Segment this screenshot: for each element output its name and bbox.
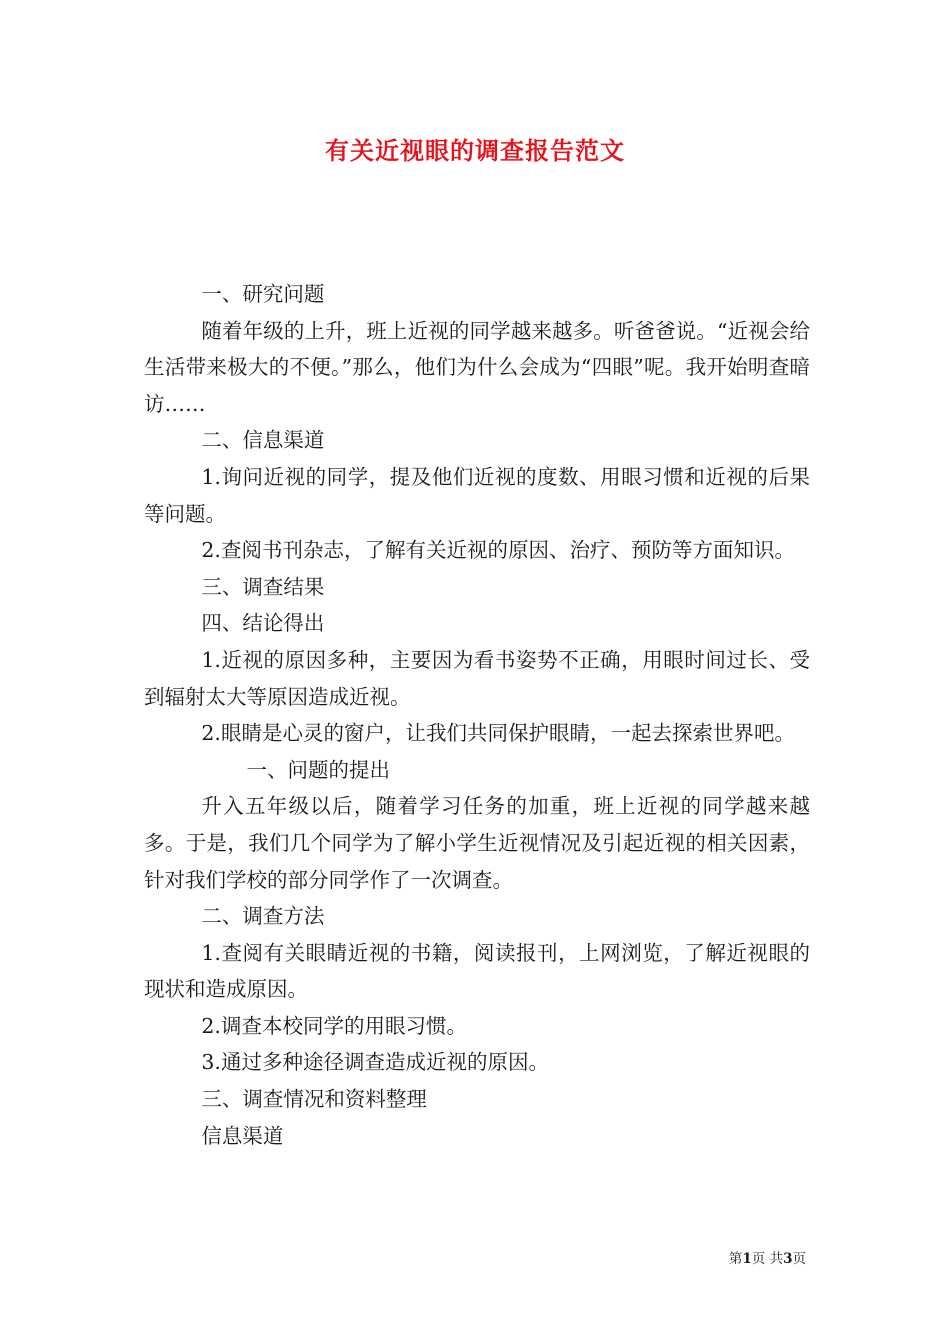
section-heading: 二、调查方法 xyxy=(201,904,325,929)
list-item: 2.查阅书刊杂志，了解有关近视的原因、治疗、预防等方面知识。 xyxy=(201,538,795,563)
paragraph: 随着年级的上升，班上近视的同学越来越多。听爸爸说。“近视会给生活带来极大的不便。”那么，他们为什么会成为“四眼”呢。我开始明查暗访…… xyxy=(144,318,810,416)
footer-suffix: 页 xyxy=(792,1251,806,1267)
page-title: 有关近视眼的调查报告范文 xyxy=(325,136,625,165)
section-heading: 四、结论得出 xyxy=(201,611,325,636)
paragraph: 信息渠道 xyxy=(201,1123,284,1148)
list-item: 2.眼睛是心灵的窗户，让我们共同保护眼睛，一起去探索世界吧。 xyxy=(201,721,795,746)
page-footer xyxy=(729,1247,806,1267)
section-heading: 一、研究问题 xyxy=(201,282,325,306)
paragraph: 升入五年级以后，随着学习任务的加重，班上近视的同学越来越多。于是，我们几个同学为了解小学生近视情况及引起近视的相关因素，针对我们学校的部分同学作了一次调查。 xyxy=(144,794,810,892)
section-heading: 三、调查情况和资料整理 xyxy=(201,1087,427,1112)
list-item: 1.近视的原因多种，主要因为看书姿势不正确，用眼时间过长、受到辐射太大等原因造成近视。 xyxy=(144,647,810,709)
section-heading: 一、问题的提出 xyxy=(246,757,390,782)
list-item: 1.查阅有关眼睛近视的书籍，阅读报刊，上网浏览，了解近视眼的现状和造成原因。 xyxy=(144,940,810,1002)
list-item: 2.调查本校同学的用眼习惯。 xyxy=(201,1013,467,1038)
section-heading: 二、信息渠道 xyxy=(201,428,325,453)
list-item: 3.通过多种途径调查造成近视的原因。 xyxy=(201,1050,549,1075)
footer-middle: 页 共 xyxy=(751,1251,784,1267)
page-number-current: 1 xyxy=(742,1251,752,1267)
page-number-total: 3 xyxy=(783,1251,793,1267)
document-body xyxy=(144,276,810,1154)
footer-prefix: 第 xyxy=(728,1251,743,1267)
section-heading: 三、调查结果 xyxy=(201,574,325,599)
list-item: 1.询问近视的同学，提及他们近视的度数、用眼习惯和近视的后果等问题。 xyxy=(144,464,810,526)
